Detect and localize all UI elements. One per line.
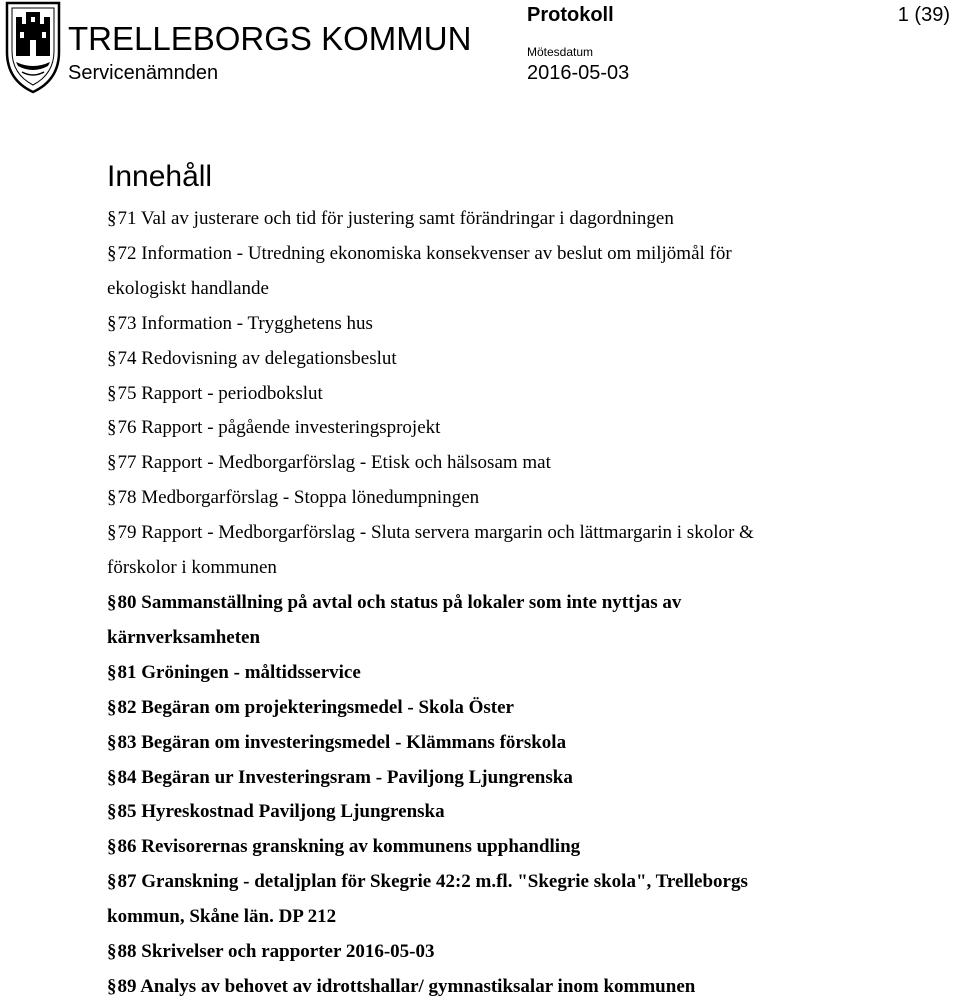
toc-item-number: 71 xyxy=(117,208,137,229)
toc-item-title: Gröningen - måltidsservice xyxy=(141,661,361,683)
toc-item-title: Rapport - periodbokslut xyxy=(141,382,323,404)
toc-item-title: Information - Utredning ekonomiska konsekvenser av beslut om miljömål för ekologiskt handlande xyxy=(107,242,732,299)
document-type: Protokoll xyxy=(527,4,614,26)
toc-item-title: Information - Trygghetens hus xyxy=(141,312,373,334)
toc-item-title: Sammanställning på avtal och status på lokaler som inte nyttjas av kärnverksamheten xyxy=(107,591,682,648)
toc-item[interactable] xyxy=(107,935,797,970)
document-header xyxy=(0,0,960,100)
toc-item-number: 89 xyxy=(117,975,137,997)
toc-item-number: 85 xyxy=(117,801,137,823)
section-sign: § xyxy=(107,522,117,544)
page-number: 1 (39) xyxy=(897,4,950,26)
toc-item-title: Analys av behovet av idrottshallar/ gymnastiksalar inom kommunen xyxy=(140,975,696,997)
toc-item[interactable] xyxy=(107,342,797,377)
table-of-contents xyxy=(107,202,797,1005)
toc-item-number: 83 xyxy=(117,731,137,753)
meeting-date-label: Mötesdatum xyxy=(527,45,594,59)
toc-item-number: 78 xyxy=(117,487,137,509)
toc-item-title: Redovisning av delegationsbeslut xyxy=(141,347,397,369)
toc-item-title: Val av justerare och tid för justering samt förändringar i dagordningen xyxy=(140,208,674,229)
toc-item-number: 80 xyxy=(117,591,137,613)
toc-item-title: Granskning - detaljplan för Skegrie 42:2 m.fl. "Skegrie skola", Trelleborgs kommun, Skåne län. DP 212 xyxy=(107,871,748,928)
toc-item[interactable] xyxy=(107,865,797,935)
section-sign: § xyxy=(107,208,117,229)
toc-item[interactable] xyxy=(107,411,797,446)
organization-name: TRELLEBORGS KOMMUN xyxy=(68,20,472,57)
toc-item-number: 88 xyxy=(117,941,137,963)
section-sign: § xyxy=(107,242,117,264)
section-sign: § xyxy=(107,312,117,334)
section-sign: § xyxy=(107,347,117,369)
toc-item-number: 75 xyxy=(117,382,137,404)
section-sign: § xyxy=(107,941,117,963)
committee-name: Servicenämnden xyxy=(68,62,219,84)
toc-item[interactable] xyxy=(107,516,797,586)
toc-item-title: Begäran om projekteringsmedel - Skola Öster xyxy=(141,696,514,718)
section-sign: § xyxy=(107,661,117,683)
toc-item-title: Skrivelser och rapporter 2016-05-03 xyxy=(141,941,435,963)
toc-item[interactable] xyxy=(107,691,797,726)
section-sign: § xyxy=(107,696,117,718)
section-sign: § xyxy=(107,975,117,997)
toc-item-number: 79 xyxy=(117,522,137,544)
toc-item-title: Rapport - Medborgarförslag - Etisk och hälsosam mat xyxy=(141,452,551,474)
toc-item[interactable] xyxy=(107,795,797,830)
toc-item-title: Revisorernas granskning av kommunens upphandling xyxy=(141,836,581,858)
toc-item-number: 86 xyxy=(117,836,137,858)
toc-item-number: 77 xyxy=(117,452,137,474)
toc-item-number: 74 xyxy=(117,347,137,369)
coat-of-arms-icon xyxy=(4,0,62,94)
toc-item[interactable] xyxy=(107,656,797,691)
toc-item[interactable] xyxy=(107,761,797,796)
section-sign: § xyxy=(107,591,117,613)
toc-item-number: 73 xyxy=(117,312,137,334)
toc-item[interactable] xyxy=(107,586,797,656)
toc-item-number: 82 xyxy=(117,696,137,718)
section-sign: § xyxy=(107,417,117,439)
meeting-date: 2016-05-03 xyxy=(527,62,630,84)
toc-item[interactable] xyxy=(107,726,797,761)
toc-item[interactable] xyxy=(107,377,797,412)
toc-item-number: 84 xyxy=(117,766,137,788)
toc-item[interactable] xyxy=(107,237,797,307)
toc-item-title: Hyreskostnad Paviljong Ljungrenska xyxy=(141,801,445,823)
toc-item-title: Rapport - pågående investeringsprojekt xyxy=(141,417,441,439)
section-sign: § xyxy=(107,382,117,404)
section-sign: § xyxy=(107,766,117,788)
section-sign: § xyxy=(107,871,117,893)
toc-item[interactable] xyxy=(107,307,797,342)
toc-item-title: Medborgarförslag - Stoppa lönedumpningen xyxy=(141,487,480,509)
section-sign: § xyxy=(107,487,117,509)
toc-item-number: 81 xyxy=(117,661,137,683)
toc-item-number: 87 xyxy=(117,871,137,893)
section-sign: § xyxy=(107,836,117,858)
section-sign: § xyxy=(107,452,117,474)
toc-item-title: Rapport - Medborgarförslag - Sluta servera margarin och lättmargarin i skolor & förskolor i kommunen xyxy=(107,522,754,579)
toc-item[interactable] xyxy=(107,481,797,516)
section-sign: § xyxy=(107,731,117,753)
toc-item[interactable] xyxy=(107,202,797,237)
section-sign: § xyxy=(107,801,117,823)
toc-item-number: 76 xyxy=(117,417,137,439)
toc-item[interactable] xyxy=(107,446,797,481)
toc-heading: Innehåll xyxy=(107,160,213,193)
toc-item-title: Begäran om investeringsmedel - Klämmans förskola xyxy=(141,731,567,753)
toc-item-number: 72 xyxy=(117,242,137,264)
toc-item-title: Begäran ur Investeringsram - Paviljong Ljungrenska xyxy=(141,766,573,788)
toc-item[interactable] xyxy=(107,830,797,865)
